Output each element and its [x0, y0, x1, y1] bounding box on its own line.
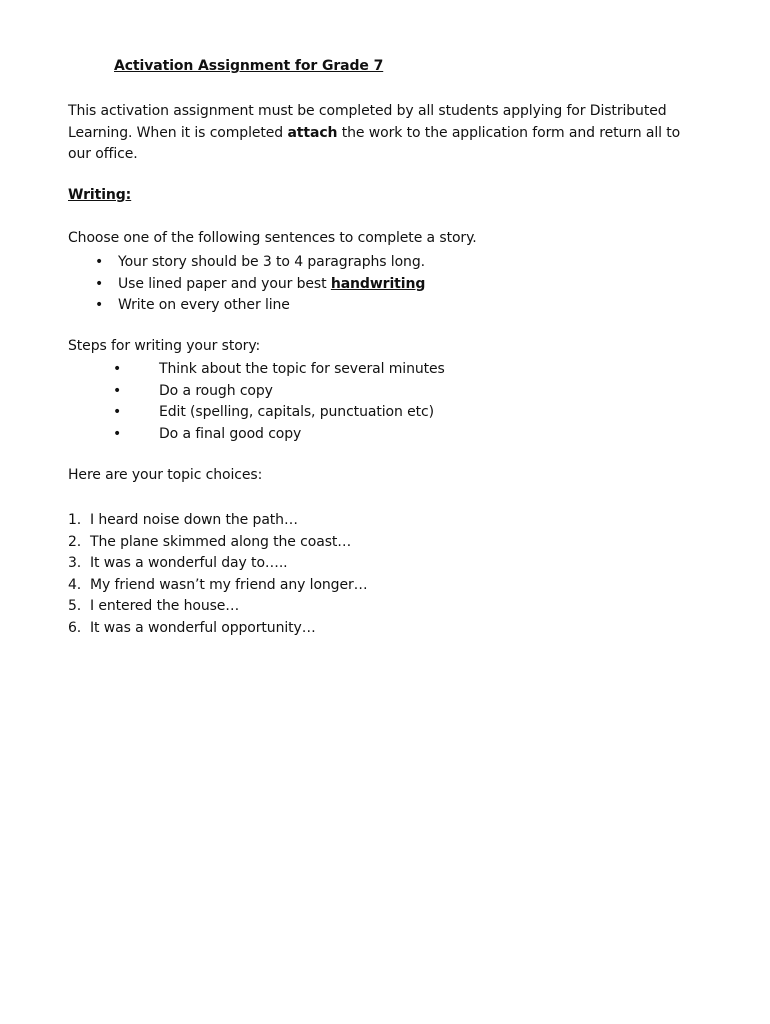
bullet-icon: •: [113, 425, 122, 442]
choose-instruction: Choose one of the following sentences to complete a story.: [68, 230, 477, 246]
topics-heading: Here are your topic choices:: [68, 467, 263, 483]
requirement-text: [118, 274, 425, 296]
topic-text: I heard noise down the path…: [90, 512, 298, 528]
step-text: Do a rough copy: [159, 382, 273, 399]
requirement-text-before: Use lined paper and your best: [118, 275, 331, 292]
topic-text: My friend wasn’t my friend any longer…: [90, 576, 368, 593]
intro-paragraph: [68, 101, 688, 166]
requirement-text: Write on every other line: [118, 297, 290, 313]
writing-heading: Writing:: [68, 187, 132, 203]
intro-bold-word: attach: [287, 124, 338, 141]
bullet-icon: •: [113, 404, 122, 420]
bullet-icon: •: [113, 382, 122, 399]
topic-number: 5.: [68, 598, 82, 614]
bullet-icon: •: [113, 361, 122, 377]
topic-text: The plane skimmed along the coast…: [90, 533, 352, 550]
topic-text: It was a wonderful opportunity…: [90, 619, 316, 636]
topic-number: 6.: [68, 619, 82, 636]
intro-text-part1: This activation assignment must be completed by all students applying for Distributed Learning. When it is completed: [68, 103, 667, 141]
step-text: Do a final good copy: [159, 425, 302, 442]
requirement-text: Your story should be 3 to 4 paragraphs long.: [118, 254, 425, 270]
topic-number: 4.: [68, 576, 82, 593]
intro-text-part2: the work to the application form and return all to our office.: [68, 124, 681, 162]
bullet-icon: •: [95, 254, 104, 270]
bullet-icon: •: [95, 275, 104, 292]
topic-text: It was a wonderful day to…..: [90, 555, 288, 571]
topic-number: 3.: [68, 555, 82, 571]
topic-number: 1.: [68, 512, 82, 528]
step-text: Think about the topic for several minutes: [159, 361, 445, 377]
requirement-underlined-word: handwriting: [330, 275, 426, 292]
bullet-icon: •: [95, 297, 104, 313]
step-text: Edit (spelling, capitals, punctuation etc): [159, 404, 434, 420]
topic-number: 2.: [68, 533, 82, 550]
document-title: Activation Assignment for Grade 7: [114, 58, 384, 74]
topic-text: I entered the house…: [90, 598, 240, 614]
steps-heading: Steps for writing your story:: [68, 338, 261, 354]
